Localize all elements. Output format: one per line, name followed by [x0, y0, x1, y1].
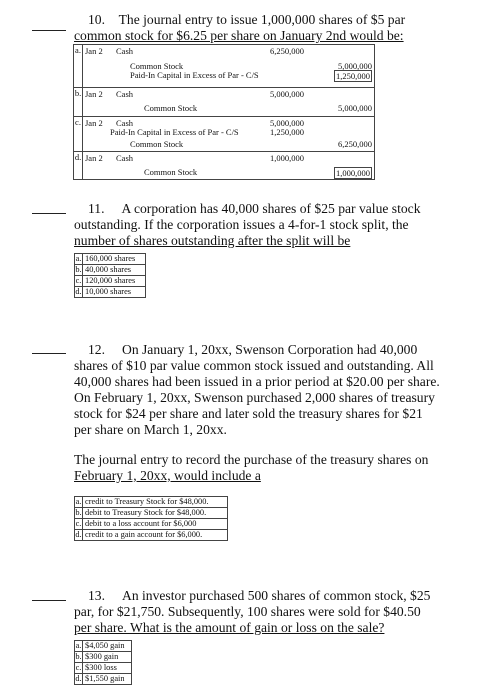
account-name: Common Stock	[130, 139, 184, 149]
option-text: credit to Treasury Stock for $48,000.	[85, 497, 209, 506]
option-text: debit to a loss account for $6,000	[85, 519, 197, 528]
option-text: $300 gain	[85, 652, 119, 661]
option-a[interactable]	[75, 497, 227, 508]
option-d[interactable]	[74, 152, 374, 179]
option-text: credit to a gain account for $6,000.	[85, 530, 203, 539]
question-text-line: outstanding. If the corporation issues a 4-for-1 stock split, the	[74, 217, 409, 232]
answer-options-q11	[74, 253, 146, 298]
account-name: Cash	[116, 89, 133, 99]
option-text: $300 loss	[85, 663, 117, 672]
option-a[interactable]	[75, 641, 131, 652]
entry-date: Jan 2	[85, 46, 103, 56]
option-letter: d.	[75, 674, 82, 683]
debit-amount: 6,250,000	[270, 46, 304, 56]
answer-blank-q13[interactable]	[32, 600, 66, 601]
question-text-line: par, for $21,750. Subsequently, 100 shares were sold for $40.50	[74, 604, 421, 619]
question-text-line: A corporation has 40,000 shares of $25 par value stock	[121, 201, 421, 216]
option-text: 10,000 shares	[85, 287, 132, 296]
debit-amount: 1,000,000	[270, 153, 304, 163]
account-name: Common Stock	[130, 61, 184, 71]
option-c[interactable]	[74, 117, 374, 152]
answer-blank-q10[interactable]	[32, 30, 66, 31]
option-b[interactable]	[74, 88, 374, 117]
option-a[interactable]	[75, 254, 145, 265]
account-name: Cash	[116, 153, 133, 163]
question-number: 12.	[88, 342, 105, 357]
question-text-line: On January 1, 20xx, Swenson Corporation had 40,000	[122, 342, 418, 357]
option-letter: a.	[75, 497, 82, 506]
question-number: 13.	[88, 588, 105, 603]
option-a[interactable]	[74, 45, 374, 88]
option-letter: b.	[74, 88, 83, 116]
credit-amount: 5,000,000	[338, 103, 372, 113]
option-letter: b.	[75, 265, 82, 274]
option-letter: c.	[75, 519, 82, 528]
question-text-line: stock for $24 per share and later sold the treasury shares for $21	[74, 406, 423, 421]
question-text-line: per share. What is the amount of gain or loss on the sale?	[74, 620, 385, 635]
option-text: 120,000 shares	[85, 276, 136, 285]
account-name: Common Stock	[144, 167, 198, 177]
question-text-line: number of shares outstanding after the split will be	[74, 233, 351, 248]
entry-date: Jan 2	[85, 153, 103, 163]
option-text: 160,000 shares	[85, 254, 136, 263]
option-d[interactable]	[75, 530, 227, 540]
question-12	[74, 342, 486, 484]
answer-options-q13	[74, 640, 132, 685]
option-letter: b.	[75, 652, 82, 661]
question-text-line: On February 1, 20xx, Swenson purchased 2,000 shares of treasury	[74, 390, 435, 405]
account-name: Paid-In Capital in Excess of Par - C/S	[110, 127, 239, 137]
entry-date: Jan 2	[85, 89, 103, 99]
account-name: Cash	[116, 118, 133, 128]
credit-amount: 1,250,000	[336, 71, 370, 81]
question-text-line: 40,000 shares had been issued in a prior period at $20.00 per share.	[74, 374, 440, 389]
answer-options-q12	[74, 496, 228, 541]
entry-date: Jan 2	[85, 118, 103, 128]
question-text-line: common stock for $6.25 per share on January 2nd would be:	[74, 28, 404, 43]
option-text: $1,550 gain	[85, 674, 125, 683]
option-c[interactable]	[75, 276, 145, 287]
account-name: Paid-In Capital in Excess of Par - C/S	[130, 70, 259, 80]
option-c[interactable]	[75, 519, 227, 530]
option-b[interactable]	[75, 508, 227, 519]
credit-amount: 6,250,000	[338, 139, 372, 149]
option-letter: a.	[75, 254, 82, 263]
option-b[interactable]	[75, 652, 131, 663]
question-11	[74, 201, 474, 249]
question-10	[74, 12, 474, 44]
debit-amount: 1,250,000	[270, 127, 304, 137]
option-d[interactable]	[75, 674, 131, 684]
option-d[interactable]	[75, 287, 145, 297]
option-letter: c.	[74, 117, 83, 151]
option-letter: c.	[75, 276, 82, 285]
option-letter: d.	[75, 287, 82, 296]
question-text-line: The journal entry to record the purchase of the treasury shares on	[74, 452, 429, 467]
option-text: 40,000 shares	[85, 265, 132, 274]
question-text-line: An investor purchased 500 shares of common stock, $25	[122, 588, 431, 603]
account-name: Common Stock	[144, 103, 198, 113]
question-text-line: per share on March 1, 20xx.	[74, 422, 227, 437]
option-b[interactable]	[75, 265, 145, 276]
credit-amount: 5,000,000	[338, 61, 372, 71]
debit-amount: 5,000,000	[270, 89, 304, 99]
option-letter: d.	[75, 530, 82, 539]
answer-blank-q11[interactable]	[32, 213, 66, 214]
option-text: $4,050 gain	[85, 641, 125, 650]
option-letter: c.	[75, 663, 82, 672]
question-number: 11.	[88, 201, 105, 216]
account-name: Cash	[116, 46, 133, 56]
option-letter: a.	[75, 641, 82, 650]
option-letter: b.	[75, 508, 82, 517]
option-c[interactable]	[75, 663, 131, 674]
option-text: debit to Treasury Stock for $48,000.	[85, 508, 207, 517]
answer-options-q10	[73, 44, 375, 180]
answer-blank-q12[interactable]	[32, 353, 66, 354]
option-letter: d.	[74, 152, 83, 179]
question-13	[74, 588, 474, 636]
question-text-line: February 1, 20xx, would include a	[74, 468, 261, 483]
question-number: 10.	[88, 12, 105, 27]
debit-amount: 5,000,000	[270, 118, 304, 128]
credit-amount: 1,000,000	[336, 168, 370, 178]
question-text-line: The journal entry to issue 1,000,000 shares of $5 par	[118, 12, 406, 27]
option-letter: a.	[74, 45, 83, 87]
question-text-line: shares of $10 par value common stock issued and outstanding. All	[74, 358, 434, 373]
